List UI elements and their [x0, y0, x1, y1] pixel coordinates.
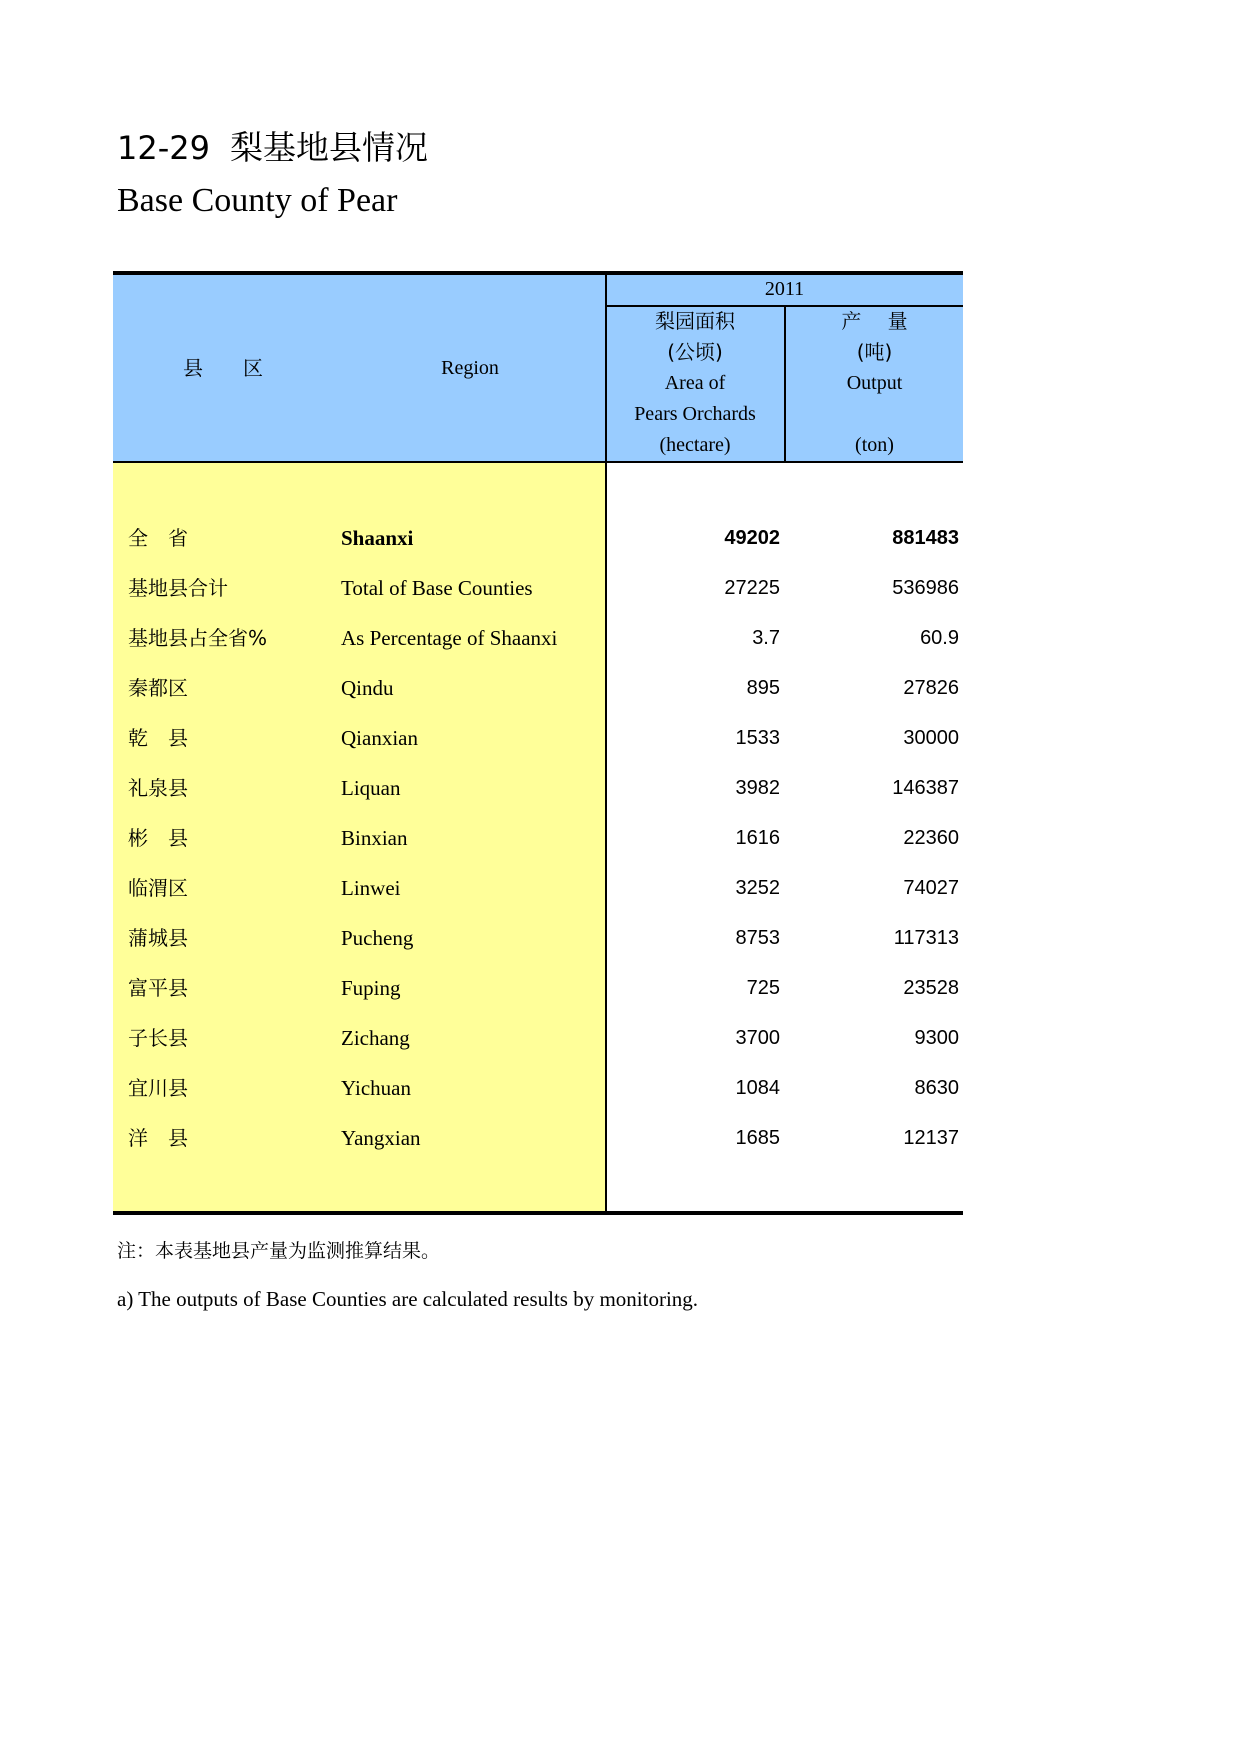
region-name-zh: 礼泉县	[128, 776, 188, 800]
region-name-zh: 临渭区	[128, 876, 188, 900]
table-row	[113, 723, 963, 753]
region-header: Region	[441, 357, 499, 379]
page-title-zh	[117, 124, 428, 173]
output-value: 30000	[903, 727, 959, 749]
region-name-zh: 富平县	[128, 976, 188, 1000]
area-value: 895	[746, 677, 780, 699]
area-value: 27225	[724, 577, 780, 599]
region-name-en: Liquan	[341, 776, 401, 800]
region-name-en: Linwei	[341, 876, 401, 900]
area-value: 1685	[735, 1127, 780, 1149]
region-name-zh: 蒲城县	[128, 926, 188, 950]
output-header-zh: 产 量	[841, 309, 908, 333]
table-number: 12-29	[117, 129, 210, 167]
area-header-en-line2: Pears Orchards	[634, 403, 756, 425]
output-value: 536986	[892, 577, 959, 599]
table-row	[113, 1073, 963, 1103]
table-row	[113, 623, 963, 653]
year-header: 2011	[764, 278, 805, 300]
area-value: 1616	[735, 827, 780, 849]
region-name-en: Binxian	[341, 826, 408, 850]
region-name-zh: 乾 县	[128, 726, 188, 750]
area-value: 3700	[735, 1027, 780, 1049]
region-name-en: Qianxian	[341, 726, 418, 750]
output-value: 23528	[903, 977, 959, 999]
title-chinese: 梨基地县情况	[229, 128, 428, 167]
output-unit-zh: (吨)	[856, 340, 893, 364]
header-bottom-rule	[113, 461, 963, 463]
table-row	[113, 773, 963, 803]
output-value: 8630	[914, 1077, 959, 1099]
output-value: 881483	[892, 527, 959, 549]
region-name-zh: 基地县合计	[128, 576, 228, 600]
table-row	[113, 923, 963, 953]
region-name-en: Total of Base Counties	[341, 576, 533, 600]
table-row	[113, 1023, 963, 1053]
region-name-zh: 洋 县	[128, 1126, 188, 1150]
region-name-en: Qindu	[341, 676, 394, 700]
region-name-en: Zichang	[341, 1026, 410, 1050]
area-header-en-line1: Area of	[664, 372, 726, 394]
area-unit-zh: (公顷)	[667, 340, 723, 364]
region-name-en: Shaanxi	[341, 526, 414, 550]
area-header-zh: 梨园面积	[655, 309, 735, 333]
region-name-en: Pucheng	[341, 926, 414, 950]
table-row	[113, 573, 963, 603]
area-value: 3252	[735, 877, 780, 899]
region-name-en: Yangxian	[341, 1126, 421, 1150]
output-value: 9300	[914, 1027, 959, 1049]
footnote-zh: 注：本表基地县产量为监测推算结果。	[117, 1240, 441, 1262]
page-title-en: Base County of Pear	[117, 182, 398, 219]
output-value: 27826	[903, 677, 959, 699]
region-name-zh: 彬 县	[128, 826, 188, 850]
output-value: 60.9	[920, 627, 959, 649]
area-value: 1533	[735, 727, 780, 749]
output-header-en: Output	[846, 372, 903, 394]
area-value: 1084	[735, 1077, 780, 1099]
table-row	[113, 823, 963, 853]
output-unit-en: (ton)	[855, 434, 894, 456]
area-value: 725	[746, 977, 780, 999]
area-value: 3.7	[752, 627, 780, 649]
footnote-en: a) The outputs of Base Counties are calculated results by monitoring.	[117, 1287, 699, 1311]
table-row	[113, 1123, 963, 1153]
region-name-en: As Percentage of Shaanxi	[341, 626, 558, 650]
region-name-zh: 全 省	[128, 526, 188, 550]
table-row	[113, 523, 963, 553]
area-value: 8753	[735, 927, 780, 949]
output-value: 74027	[903, 877, 959, 899]
output-value: 117313	[893, 927, 959, 949]
output-value: 146387	[892, 777, 959, 799]
region-name-zh: 秦都区	[128, 676, 188, 700]
region-name-en: Yichuan	[341, 1076, 411, 1100]
county-header: 县 区	[183, 356, 263, 380]
table-row	[113, 673, 963, 703]
region-name-zh: 子长县	[128, 1026, 188, 1050]
region-name-en: Fuping	[341, 976, 401, 1000]
region-name-zh: 宜川县	[128, 1076, 188, 1100]
table-bottom-rule	[113, 1211, 963, 1215]
table-row	[113, 873, 963, 903]
area-unit-en: (hectare)	[659, 434, 731, 456]
output-value: 12137	[903, 1127, 959, 1149]
region-name-zh: 基地县占全省%	[128, 626, 268, 650]
area-value: 49202	[724, 527, 780, 549]
table-row	[113, 973, 963, 1003]
area-value: 3982	[735, 777, 780, 799]
output-value: 22360	[903, 827, 959, 849]
